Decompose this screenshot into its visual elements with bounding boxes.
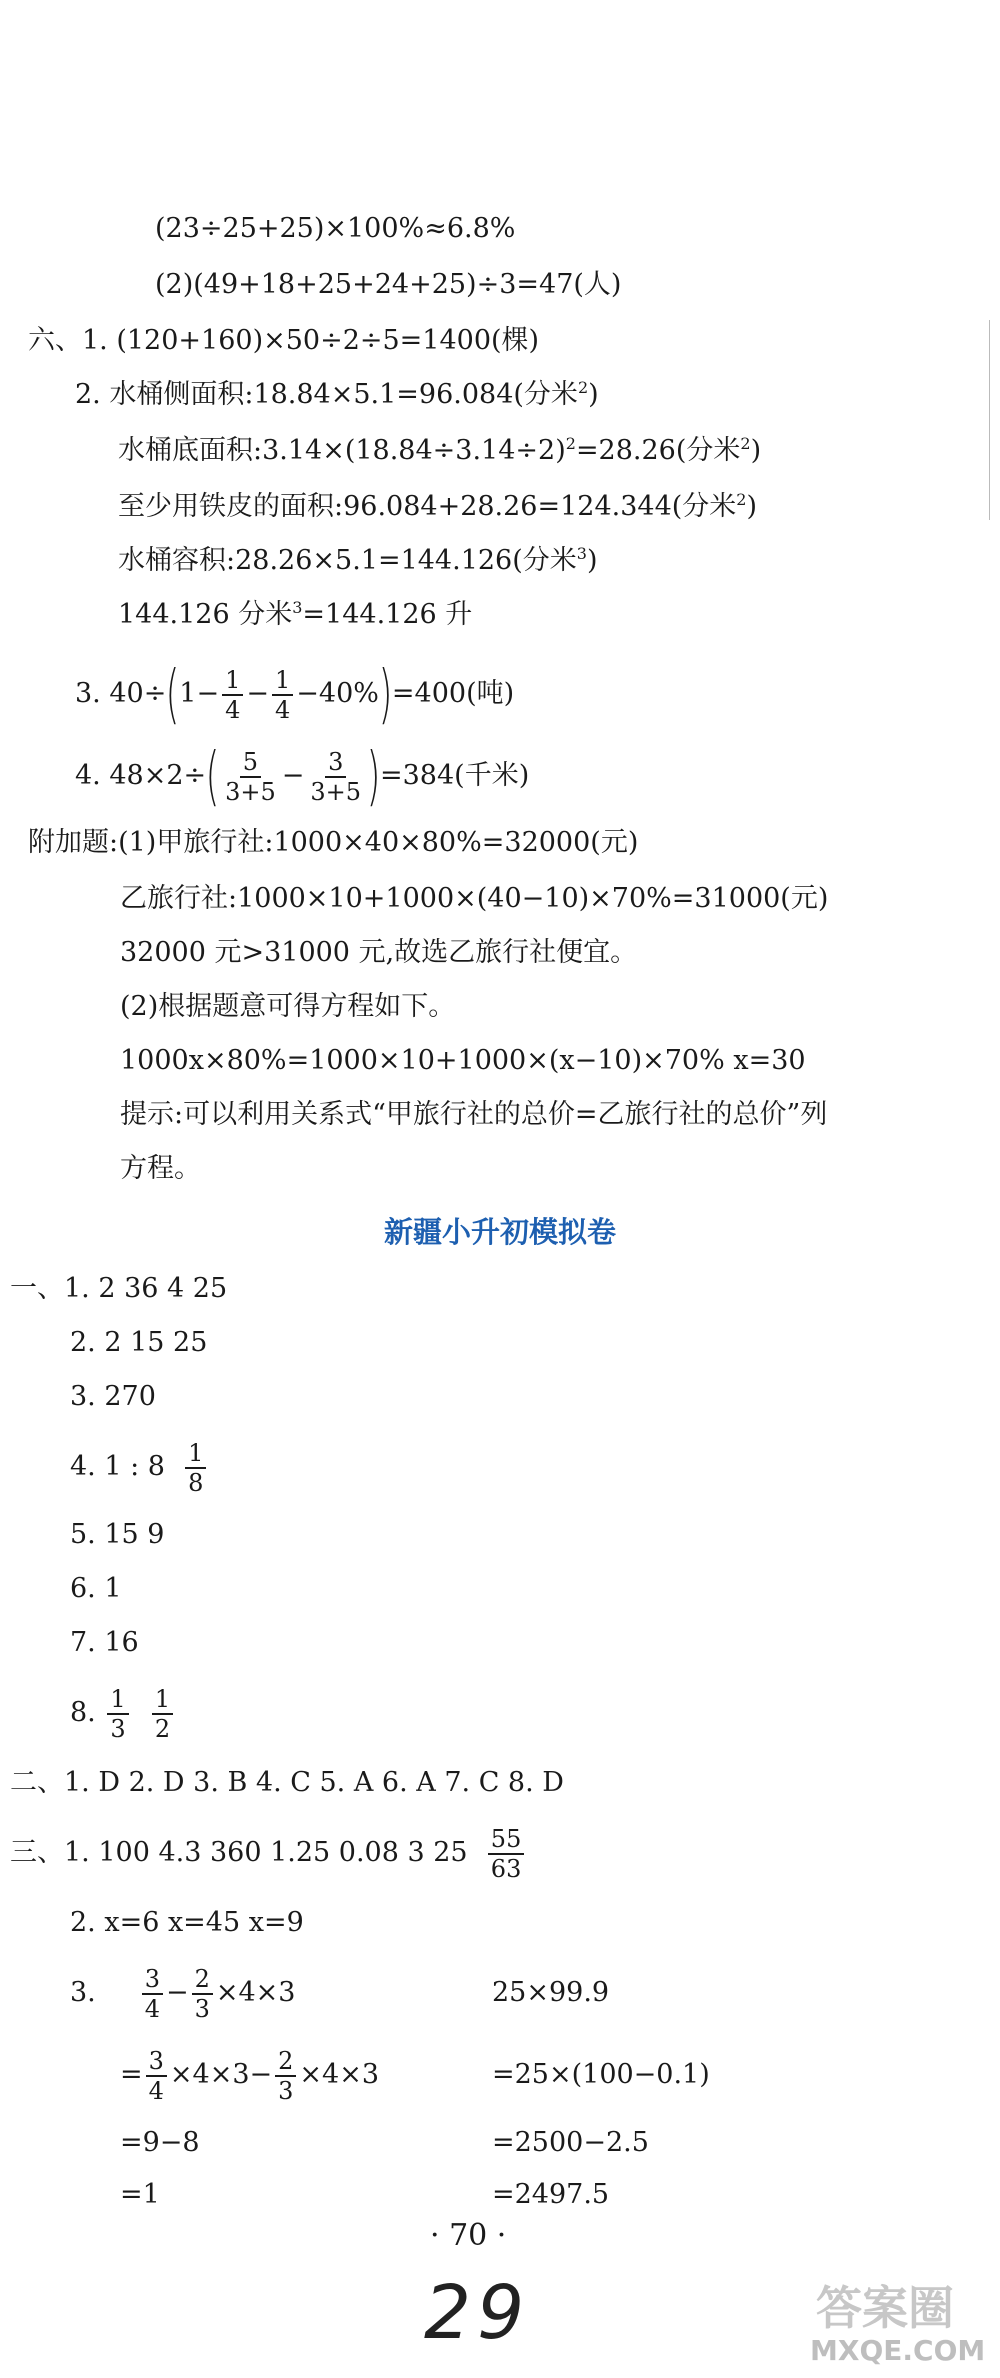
fraction [307,748,364,806]
answer-6-2-line1 [75,378,599,412]
answer-3-3-left-line4: =1 [120,2179,160,2210]
superscript: 2 [565,434,576,453]
text: 水桶容积:28.26×5.1=144.126(分米 [118,545,577,576]
text: =400(吨) [391,678,515,709]
text: 8. [70,1697,96,1728]
superscript: 2 [736,490,747,509]
text-line: (23÷25+25)×100%≈6.8% [155,213,516,244]
denominator: 4 [148,2076,164,2105]
denominator: 4 [144,1994,160,2023]
numerator: 55 [488,1825,525,1855]
answer-6-2-line4 [118,544,598,578]
text: =28.26(分米 [575,435,741,466]
watermark-url: MXQE.COM [810,2334,986,2367]
fraction [152,1685,173,1743]
watermark-logo [796,2270,992,2370]
text: 3. [70,1977,96,2008]
answer-6-1: 六、1. (120+160)×50÷2÷5=1400(棵) [28,325,540,356]
answer-1-4 [70,1436,209,1498]
answer-6-2-line5 [118,598,472,632]
text: ×4×3− [169,2059,273,2090]
denominator: 3+5 [310,777,362,806]
numerator: 2 [192,1965,213,1995]
text: 144.126 分米 [118,599,293,630]
numerator: 1 [222,666,243,696]
numerator: 5 [240,748,261,778]
numerator: 1 [185,1439,206,1469]
bonus-line: 1000x×80%=1000×10+1000×(x−10)×70% x=30 [120,1045,806,1076]
text: ×4×3 [215,1977,296,2008]
answer-3-3-right-line4: =2497.5 [492,2179,610,2210]
text: 1− [179,678,220,709]
text: ) [586,545,598,576]
superscript: 3 [292,598,303,617]
text: − [165,1977,189,2008]
numerator: 2 [275,2047,296,2077]
answer-6-2-line3 [118,490,757,524]
handwritten-number: 29 [424,2270,531,2356]
fraction [185,1439,206,1497]
text: ) [746,491,758,522]
answer-6-3 [75,657,515,732]
text: 3. 40÷ [75,678,167,709]
numerator: 1 [152,1685,173,1715]
bonus-line: 方程。 [120,1153,201,1184]
answer-1-1: 一、1. 2 36 4 25 [10,1273,228,1304]
answer-3-3-right-line1: 25×99.9 [492,1977,610,2008]
text: 4. 48×2÷ [75,760,207,791]
right-paren: ) [366,739,381,814]
text: −40% [296,678,379,709]
text: − [281,760,305,791]
fraction [192,1965,213,2023]
numerator: 3 [146,2047,167,2077]
denominator: 4 [275,695,291,724]
numerator: 1 [107,1685,128,1715]
answer-1-6: 6. 1 [70,1573,122,1604]
right-paren: ) [378,657,393,732]
answer-1-5: 5. 15 9 [70,1519,165,1550]
answer-3-3-right-line3: =2500−2.5 [492,2127,649,2158]
answer-6-2-line2 [118,434,761,468]
answer-1-7: 7. 16 [70,1627,139,1658]
numerator: 3 [142,1965,163,1995]
bonus-line: (2)根据题意可得方程如下。 [120,991,456,1022]
text: =144.126 升 [302,599,473,630]
text: 三、1. 100 4.3 360 1.25 0.08 3 25 [10,1837,468,1868]
text-line: (2)(49+18+25+24+25)÷3=47(人) [155,269,622,300]
bonus-line: 乙旅行社:1000×10+1000×(40−10)×70%=31000(元) [120,883,829,914]
section-title: 新疆小升初模拟卷 [383,1215,616,1249]
denominator: 3+5 [225,777,276,806]
text: = [120,2059,143,2090]
answer-1-2: 2. 2 15 25 [70,1327,208,1358]
denominator: 3 [194,1994,210,2023]
answer-3-3-left-line2 [120,2044,379,2106]
answer-3-3-left-line1 [70,1962,295,2024]
answer-3-3-right-line2: =25×(100−0.1) [492,2059,710,2090]
fraction [146,2047,167,2105]
denominator: 3 [110,1714,126,1743]
text: 4. 1 : 8 [70,1451,165,1482]
text: ×4×3 [299,2059,380,2090]
superscript: 2 [740,434,751,453]
text: 至少用铁皮的面积:96.084+28.26=124.344(分米 [118,491,737,522]
bonus-line: 32000 元>31000 元,故选乙旅行社便宜。 [120,937,638,968]
bonus-line: 提示:可以利用关系式“甲旅行社的总价=乙旅行社的总价”列 [120,1099,828,1130]
answer-1-8 [70,1682,176,1744]
page-number: · 70 · [430,2218,507,2253]
left-paren: ( [165,657,180,732]
text: 2. 水桶侧面积:18.84×5.1=96.084(分米 [75,379,578,410]
fraction [488,1825,525,1883]
fraction [272,666,293,724]
superscript: 2 [577,378,589,397]
text: ) [750,435,762,466]
numerator: 3 [325,748,346,778]
denominator: 63 [490,1854,522,1883]
watermark-text: 答案圈 [816,2281,954,2335]
fraction [222,748,279,806]
denominator: 4 [225,695,241,724]
answer-2: 二、1. D 2. D 3. B 4. C 5. A 6. A 7. C 8. D [10,1767,564,1798]
answer-3-1 [10,1822,527,1884]
page-edge [989,320,1000,520]
superscript: 3 [576,544,587,563]
left-paren: ( [205,739,220,814]
fraction [275,2047,296,2105]
denominator: 8 [188,1468,204,1497]
text: 水桶底面积:3.14×(18.84÷3.14÷2) [118,435,566,466]
text: =384(千米) [380,760,530,791]
text: ) [588,379,599,410]
denominator: 2 [154,1714,171,1743]
answer-1-3: 3. 270 [70,1381,156,1412]
denominator: 3 [278,2076,294,2105]
answer-6-4 [75,739,530,814]
fraction [222,666,243,724]
answer-3-2: 2. x=6 x=45 x=9 [70,1907,304,1938]
text: − [246,678,270,709]
numerator: 1 [272,666,293,696]
fraction [107,1685,128,1743]
bonus-line: 附加题:(1)甲旅行社:1000×40×80%=32000(元) [28,827,639,858]
fraction [142,1965,163,2023]
answer-3-3-left-line3: =9−8 [120,2127,200,2158]
